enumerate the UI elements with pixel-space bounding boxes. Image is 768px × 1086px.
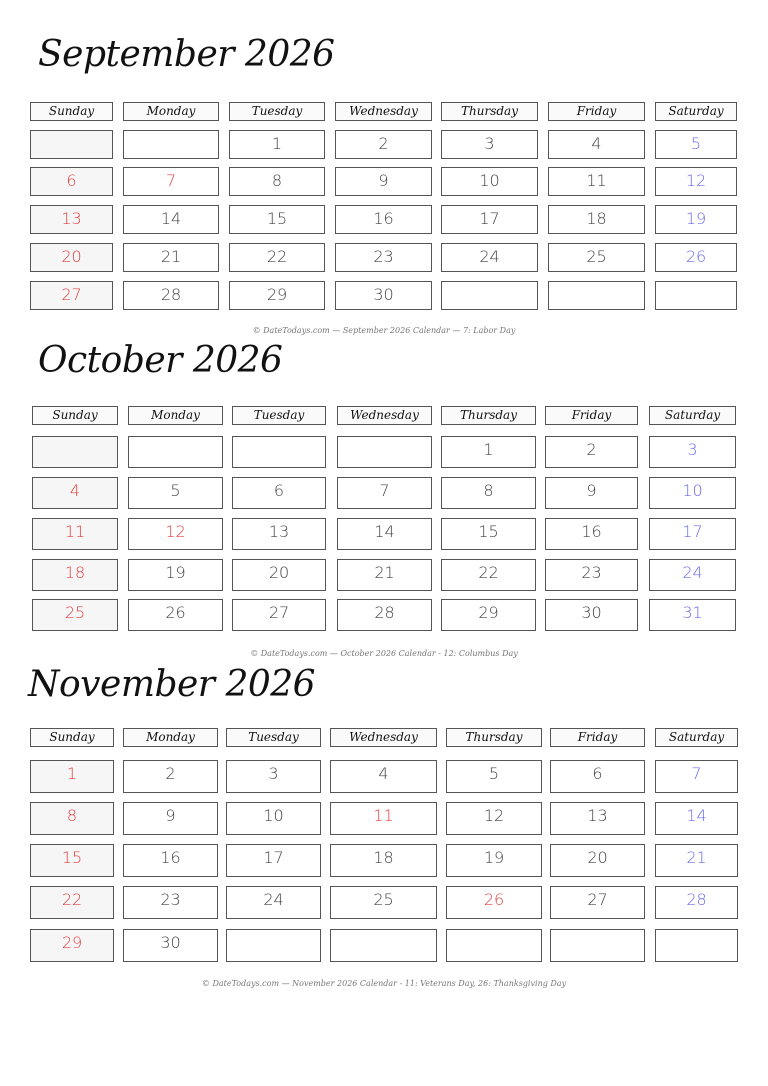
day-cell: 30 <box>545 599 638 631</box>
month-title: November 2026 <box>28 664 316 705</box>
day-cell: 16 <box>545 518 638 550</box>
weekday-header: Saturday <box>655 728 738 747</box>
day-cell: 4 <box>330 760 437 793</box>
day-cell: 5 <box>128 477 223 509</box>
day-cell: 10 <box>649 477 736 509</box>
day-cell: 29 <box>30 929 114 962</box>
day-cell: 11 <box>330 802 437 835</box>
weekday-header: Wednesday <box>335 102 432 121</box>
day-cell: 4 <box>32 477 118 509</box>
day-cell: 25 <box>330 886 437 919</box>
day-cell: 3 <box>649 436 736 468</box>
empty-day-cell <box>232 436 326 468</box>
day-cell: 1 <box>30 760 114 793</box>
day-cell: 31 <box>649 599 736 631</box>
empty-day-cell <box>550 929 645 962</box>
day-cell: 14 <box>337 518 432 550</box>
day-cell: 3 <box>226 760 321 793</box>
day-cell: 25 <box>548 243 645 272</box>
day-cell: 6 <box>550 760 645 793</box>
weekday-header: Wednesday <box>337 406 432 425</box>
day-cell: 17 <box>649 518 736 550</box>
day-cell: 20 <box>232 559 326 591</box>
month-title: October 2026 <box>38 340 283 381</box>
weekday-header: Thursday <box>446 728 542 747</box>
day-cell: 16 <box>123 844 218 877</box>
day-cell: 8 <box>441 477 536 509</box>
day-cell: 29 <box>441 599 536 631</box>
day-cell: 9 <box>123 802 218 835</box>
day-cell: 24 <box>649 559 736 591</box>
weekday-header: Tuesday <box>226 728 321 747</box>
weekday-header: Wednesday <box>330 728 437 747</box>
day-cell: 12 <box>446 802 542 835</box>
day-cell: 15 <box>30 844 114 877</box>
empty-day-cell <box>441 281 538 310</box>
calendar-footer: © DateTodays.com — November 2026 Calendar - 11: Veterans Day, 26: Thanksgiving Day <box>201 979 567 988</box>
day-cell: 12 <box>655 167 737 196</box>
day-cell: 22 <box>441 559 536 591</box>
day-cell: 6 <box>30 167 113 196</box>
day-cell: 18 <box>548 205 645 234</box>
day-cell: 18 <box>32 559 118 591</box>
day-cell: 27 <box>30 281 113 310</box>
weekday-header: Friday <box>545 406 638 425</box>
empty-day-cell <box>226 929 321 962</box>
day-cell: 14 <box>655 802 738 835</box>
empty-day-cell <box>655 929 738 962</box>
day-cell: 9 <box>335 167 432 196</box>
day-cell: 4 <box>548 130 645 159</box>
day-cell: 1 <box>441 436 536 468</box>
day-cell: 8 <box>229 167 325 196</box>
day-cell: 15 <box>229 205 325 234</box>
day-cell: 2 <box>545 436 638 468</box>
empty-day-cell <box>128 436 223 468</box>
day-cell: 2 <box>335 130 432 159</box>
empty-day-cell <box>330 929 437 962</box>
day-cell: 30 <box>335 281 432 310</box>
weekday-header: Saturday <box>649 406 736 425</box>
day-cell: 23 <box>335 243 432 272</box>
day-cell: 15 <box>441 518 536 550</box>
empty-day-cell <box>123 130 219 159</box>
day-cell: 20 <box>30 243 113 272</box>
day-cell: 7 <box>655 760 738 793</box>
weekday-header: Sunday <box>30 728 114 747</box>
day-cell: 10 <box>226 802 321 835</box>
day-cell: 17 <box>441 205 538 234</box>
day-cell: 19 <box>128 559 223 591</box>
day-cell: 28 <box>337 599 432 631</box>
day-cell: 13 <box>232 518 326 550</box>
day-cell: 1 <box>229 130 325 159</box>
weekday-header: Saturday <box>655 102 737 121</box>
weekday-header: Thursday <box>441 102 538 121</box>
weekday-header: Friday <box>550 728 645 747</box>
weekday-header: Sunday <box>30 102 113 121</box>
day-cell: 7 <box>337 477 432 509</box>
day-cell: 7 <box>123 167 219 196</box>
day-cell: 8 <box>30 802 114 835</box>
day-cell: 16 <box>335 205 432 234</box>
weekday-header: Tuesday <box>232 406 326 425</box>
month-title: September 2026 <box>38 34 335 75</box>
day-cell: 27 <box>232 599 326 631</box>
day-cell: 19 <box>446 844 542 877</box>
day-cell: 5 <box>446 760 542 793</box>
weekday-header: Monday <box>123 728 218 747</box>
day-cell: 23 <box>545 559 638 591</box>
day-cell: 18 <box>330 844 437 877</box>
weekday-header: Friday <box>548 102 645 121</box>
day-cell: 12 <box>128 518 223 550</box>
day-cell: 11 <box>32 518 118 550</box>
day-cell: 24 <box>226 886 321 919</box>
empty-day-cell <box>655 281 737 310</box>
day-cell: 6 <box>232 477 326 509</box>
day-cell: 21 <box>337 559 432 591</box>
day-cell: 28 <box>655 886 738 919</box>
day-cell: 26 <box>446 886 542 919</box>
day-cell: 27 <box>550 886 645 919</box>
day-cell: 25 <box>32 599 118 631</box>
day-cell: 20 <box>550 844 645 877</box>
empty-day-cell <box>446 929 542 962</box>
day-cell: 22 <box>229 243 325 272</box>
day-cell: 21 <box>123 243 219 272</box>
day-cell: 14 <box>123 205 219 234</box>
weekday-header: Monday <box>128 406 223 425</box>
weekday-header: Sunday <box>32 406 118 425</box>
weekday-header: Tuesday <box>229 102 325 121</box>
calendar-footer: © DateTodays.com — September 2026 Calendar — 7: Labor Day <box>252 326 516 335</box>
day-cell: 10 <box>441 167 538 196</box>
day-cell: 17 <box>226 844 321 877</box>
day-cell: 29 <box>229 281 325 310</box>
day-cell: 26 <box>128 599 223 631</box>
empty-day-cell <box>337 436 432 468</box>
day-cell: 26 <box>655 243 737 272</box>
day-cell: 22 <box>30 886 114 919</box>
day-cell: 21 <box>655 844 738 877</box>
empty-day-cell <box>30 130 113 159</box>
day-cell: 13 <box>30 205 113 234</box>
calendar-footer: © DateTodays.com — October 2026 Calendar - 12: Columbus Day <box>250 649 518 658</box>
weekday-header: Monday <box>123 102 219 121</box>
day-cell: 9 <box>545 477 638 509</box>
day-cell: 19 <box>655 205 737 234</box>
empty-day-cell <box>548 281 645 310</box>
day-cell: 23 <box>123 886 218 919</box>
day-cell: 5 <box>655 130 737 159</box>
day-cell: 2 <box>123 760 218 793</box>
day-cell: 3 <box>441 130 538 159</box>
day-cell: 13 <box>550 802 645 835</box>
empty-day-cell <box>32 436 118 468</box>
day-cell: 28 <box>123 281 219 310</box>
day-cell: 11 <box>548 167 645 196</box>
weekday-header: Thursday <box>441 406 536 425</box>
day-cell: 30 <box>123 929 218 962</box>
day-cell: 24 <box>441 243 538 272</box>
